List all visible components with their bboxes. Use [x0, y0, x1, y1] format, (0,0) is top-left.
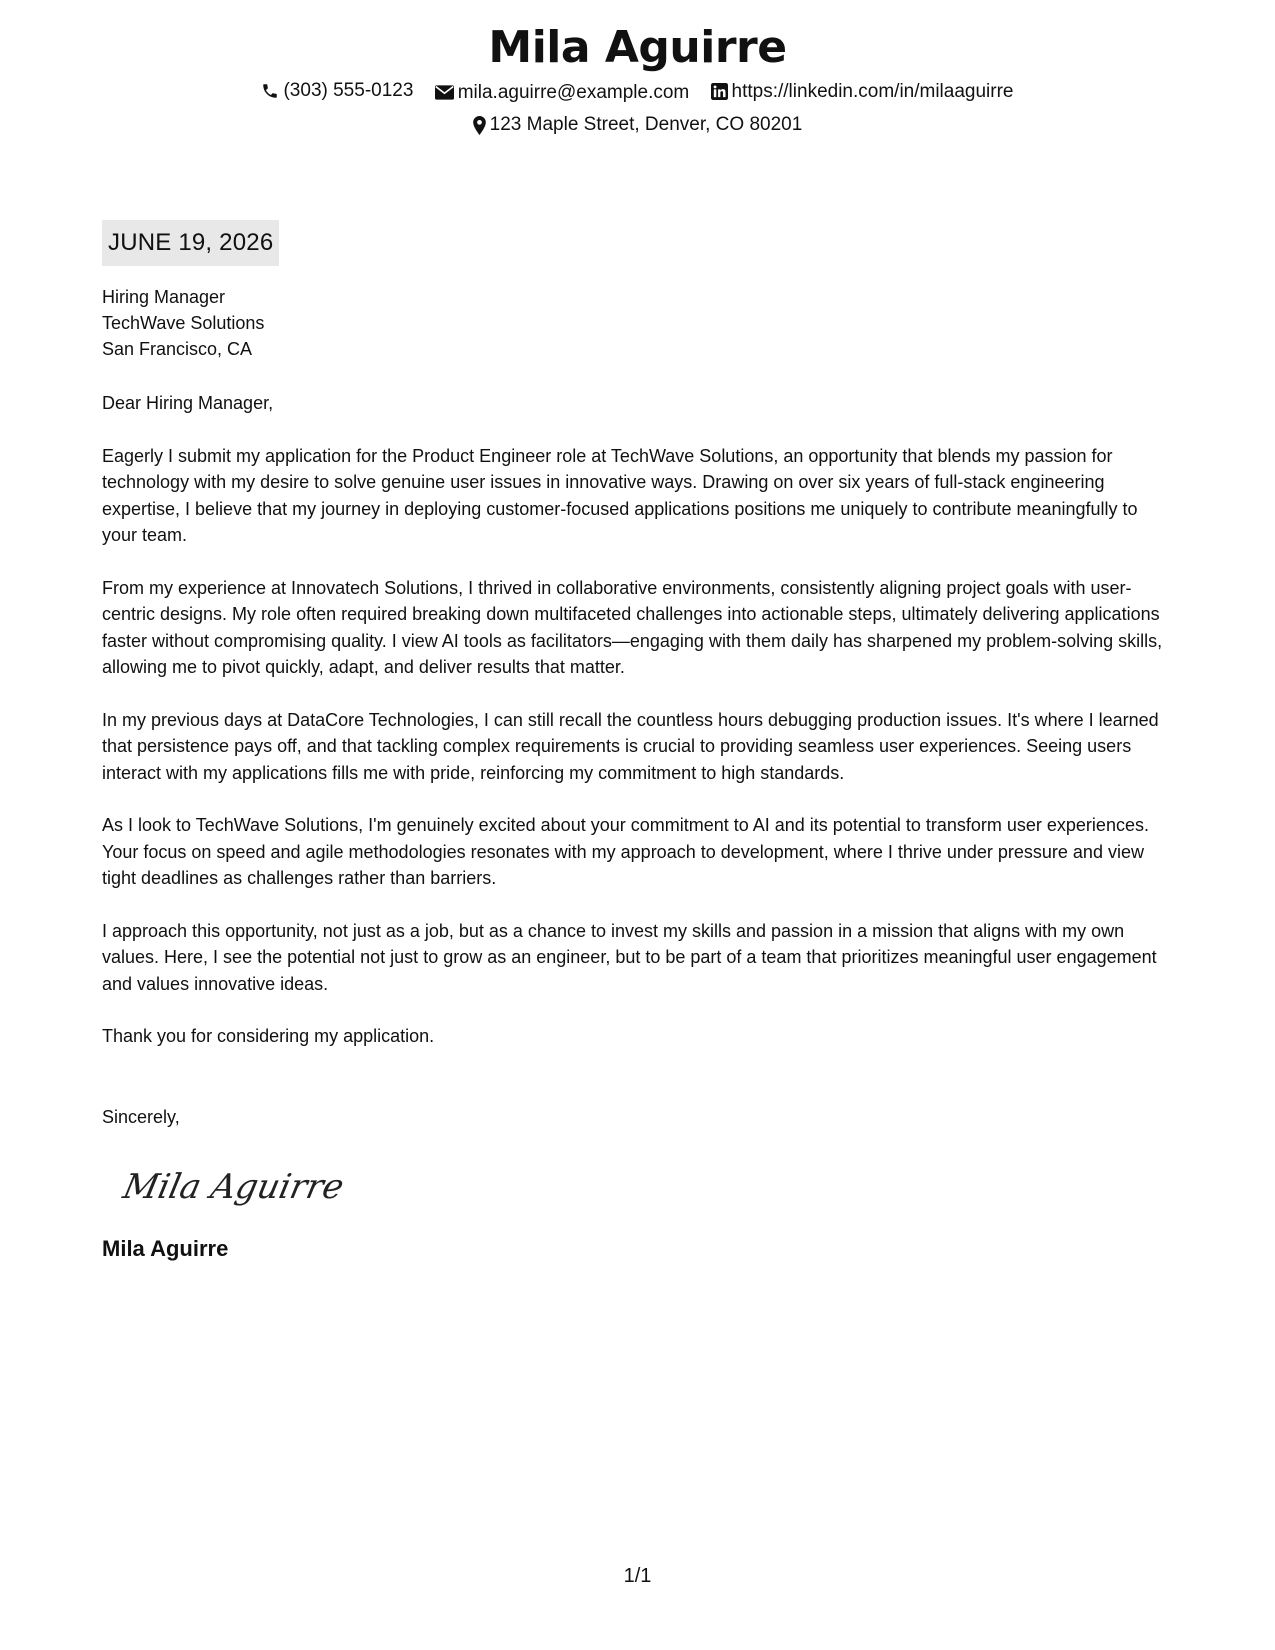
closing-line: Thank you for considering my application. — [102, 1026, 435, 1046]
signature-text: Mila Aguirre — [119, 1167, 348, 1207]
contact-email[interactable] — [435, 78, 690, 108]
contact-line — [0, 76, 1275, 110]
body-paragraph: In my previous days at DataCore Technologies, I can still recall the countless hours debugging production issues. It's where I learned that persistence pays off, and that tackling complex requirements is crucial to providing seamless user experiences. Seeing users interact with my applications fills me with pride, reinforcing my commitment to high standards. — [102, 709, 1159, 783]
recipient-title: Hiring Manager — [102, 287, 226, 307]
envelope-icon — [435, 85, 454, 100]
signoff: Sincerely, — [102, 1106, 180, 1127]
address-line — [0, 110, 1275, 145]
recipient-location: San Francisco, CA — [102, 339, 253, 359]
address-text: 123 Maple Street, Denver, CO 80201 — [489, 114, 803, 135]
contact-address — [473, 110, 803, 140]
applicant-name: Mila Aguirre — [488, 22, 787, 73]
page-number: 1/1 — [623, 1565, 652, 1587]
recipient-block — [102, 284, 1177, 362]
body-paragraph: From my experience at Innovatech Solutions, I thrived in collaborative environments, consistently aligning project goals with user-centric designs. My role often required breaking down multifaceted challenges into actionable steps, ultimately delivering applications faster without compromising quality. I view AI tools as facilitators—engaging with them daily has sharpened my problem-solving skills, allowing me to pivot quickly, adapt, and deliver results that matter. — [102, 577, 1163, 677]
map-marker-icon — [473, 116, 486, 135]
body-paragraph: I approach this opportunity, not just as a job, but as a chance to invest my skills and passion in a mission that aligns with my own values. Here, I see the potential not just to grow as an engineer, but to be part of a team that prioritizes meaningful user engagement and values innovative ideas. — [102, 920, 1157, 994]
body-paragraph: Eagerly I submit my application for the Product Engineer role at TechWave Solutions, an opportunity that blends my passion for technology with my desire to solve genuine user issues in innovative ways. Drawing on over six years of full-stack engineering expertise, I believe that my journey in deploying customer-focused applications positions me uniquely to contribute meaningfully to your team. — [102, 445, 1138, 545]
phone-icon — [261, 82, 279, 100]
letter-body — [102, 220, 1177, 1264]
signer-name: Mila Aguirre — [102, 1235, 229, 1261]
letter-header — [0, 20, 1275, 145]
handwritten-signature — [118, 1158, 358, 1214]
linkedin-link[interactable]: https://linkedin.com/in/milaaguirre — [731, 80, 1014, 102]
salutation: Dear Hiring Manager, — [102, 393, 274, 413]
contact-phone — [261, 76, 413, 106]
phone-text: (303) 555-0123 — [283, 80, 414, 101]
email-link[interactable]: mila.aguirre@example.com — [457, 81, 690, 103]
body-paragraph: As I look to TechWave Solutions, I'm genuinely excited about your commitment to AI and its potential to transform user experiences. Your focus on speed and agile methodologies resonates with my approach to development, where I thrive under pressure and view tight deadlines as challenges rather than barriers. — [102, 815, 1149, 888]
contact-linkedin[interactable] — [711, 77, 1014, 107]
recipient-company: TechWave Solutions — [102, 313, 265, 333]
linkedin-icon — [711, 83, 728, 100]
letter-date: JUNE 19, 2026 — [102, 220, 279, 266]
